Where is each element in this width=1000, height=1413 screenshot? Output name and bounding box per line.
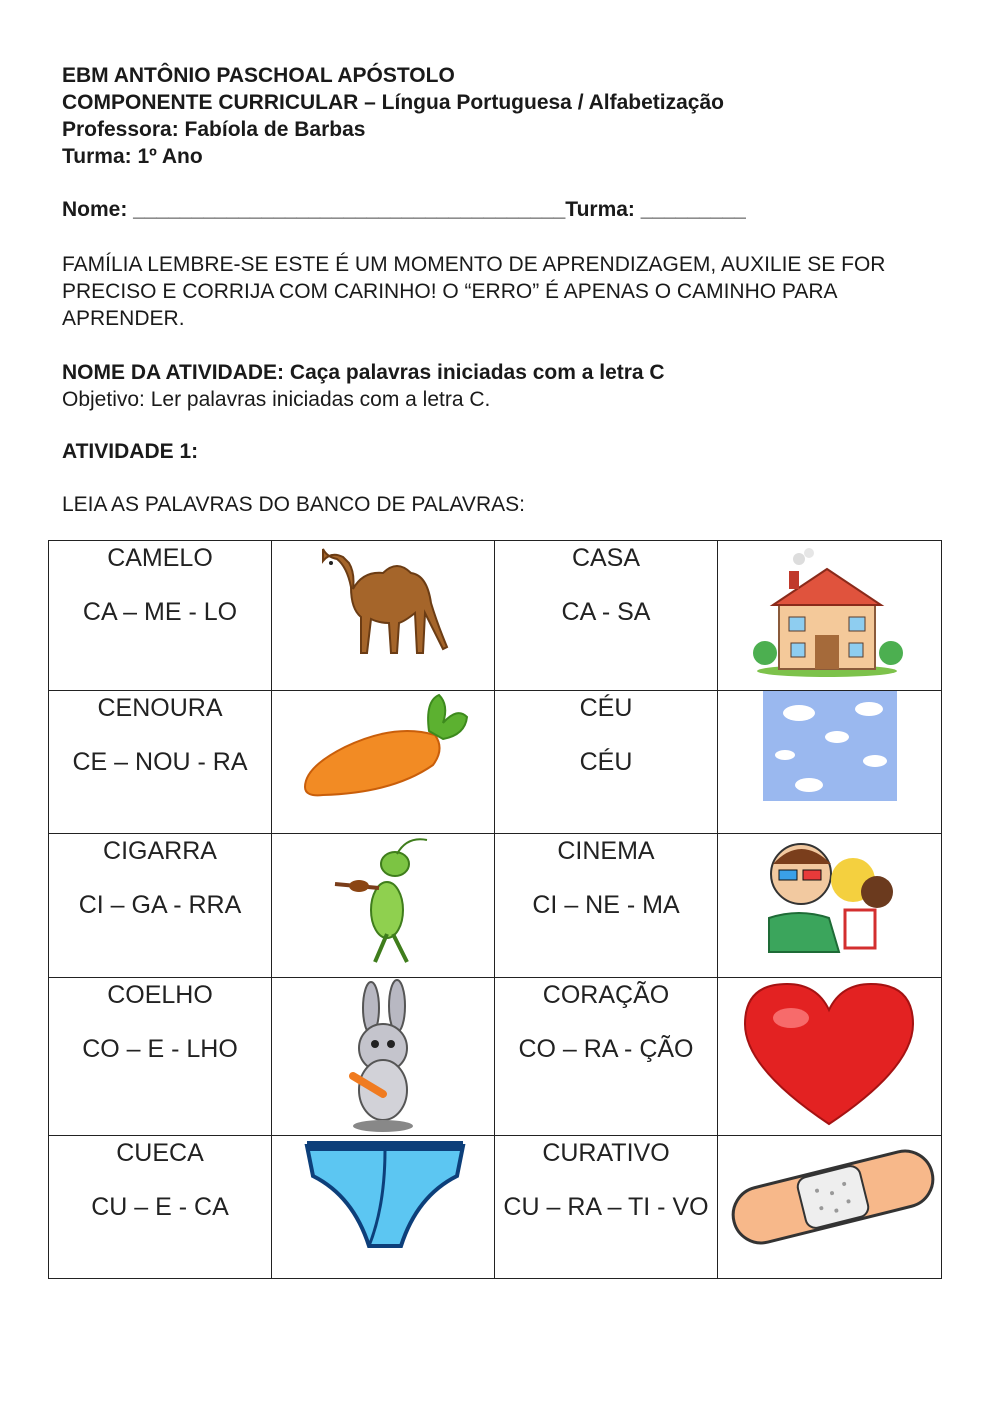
column-divider (717, 541, 718, 1278)
word-label: CINEMA (557, 837, 655, 865)
carrot-icon (299, 691, 471, 807)
word-card-coelho (49, 980, 271, 1064)
activity-name-label: NOME DA ATIVIDADE: (62, 361, 285, 384)
word-syllables: CA – ME - LO (82, 598, 238, 626)
word-label: CORAÇÃO (542, 981, 670, 1009)
word-syllables: CU – E - CA (91, 1193, 229, 1221)
activity-section-heading: ATIVIDADE 1: (62, 440, 199, 463)
word-syllables: CI – NE - MA (532, 891, 680, 919)
word-bank-table (48, 540, 942, 1279)
activity-objective: Objetivo: Ler palavras iniciadas com a letra C. (62, 388, 491, 411)
cinema-icon (759, 834, 899, 954)
word-label: CÉU (579, 694, 633, 722)
word-card-cenoura (49, 693, 271, 777)
word-card-camelo (49, 543, 271, 627)
word-card-curativo (495, 1138, 717, 1222)
class-year: Turma: 1º Ano (62, 145, 203, 168)
word-label: CENOURA (97, 694, 223, 722)
family-notice: FAMÍLIA LEMBRE-SE ESTE É UM MOMENTO DE APRENDIZAGEM, AUXILIE SE FOR PRECISO E CORRIJA COM CARINHO! O “ERRO” É APENAS O CAMINHO PARA APRENDER. (62, 253, 886, 330)
word-syllables: CI – GA - RRA (78, 891, 242, 919)
word-card-cigarra (49, 836, 271, 920)
activity-title (62, 359, 942, 413)
school-name: EBM ANTÔNIO PASCHOAL APÓSTOLO (62, 64, 455, 87)
curricular-component: COMPONENTE CURRICULAR – Língua Portuguesa / Alfabetização (62, 91, 724, 114)
word-syllables: CÉU (579, 748, 633, 776)
camel-icon (301, 541, 461, 689)
word-syllables: CA - SA (561, 598, 651, 626)
house-icon (749, 543, 905, 679)
word-label: COELHO (107, 981, 213, 1009)
teacher-name: Professora: Fabíola de Barbas (62, 118, 366, 141)
word-card-casa (495, 543, 717, 627)
word-syllables: CE – NOU - RA (72, 748, 248, 776)
word-card-cueca (49, 1138, 271, 1222)
word-syllables: CU – RA – TI - VO (503, 1193, 709, 1221)
column-divider (271, 541, 272, 1278)
row-divider (49, 1135, 941, 1136)
document-header (62, 62, 942, 170)
word-label: CAMELO (107, 544, 213, 572)
word-card-ceu (495, 693, 717, 777)
word-syllables: CO – E - LHO (82, 1035, 238, 1063)
word-label: CUECA (116, 1139, 204, 1167)
bandage-icon (725, 1141, 941, 1253)
activity-name-value: Caça palavras iniciadas com a letra C (284, 361, 665, 384)
word-label: CASA (571, 544, 641, 572)
cicada-icon (329, 834, 439, 966)
rabbit-icon (333, 978, 433, 1134)
word-syllables: CO – RA - ÇÃO (518, 1035, 694, 1063)
heart-icon (739, 978, 919, 1130)
sky-icon (763, 691, 897, 801)
student-name-line[interactable]: Nome: _____________________________________Turma: _________ (62, 198, 746, 221)
activity-instruction: LEIA AS PALAVRAS DO BANCO DE PALAVRAS: (62, 493, 525, 516)
word-label: CURATIVO (542, 1139, 670, 1167)
underwear-icon (299, 1136, 471, 1252)
word-card-cinema (495, 836, 717, 920)
word-label: CIGARRA (103, 837, 217, 865)
word-card-coracao (495, 980, 717, 1064)
